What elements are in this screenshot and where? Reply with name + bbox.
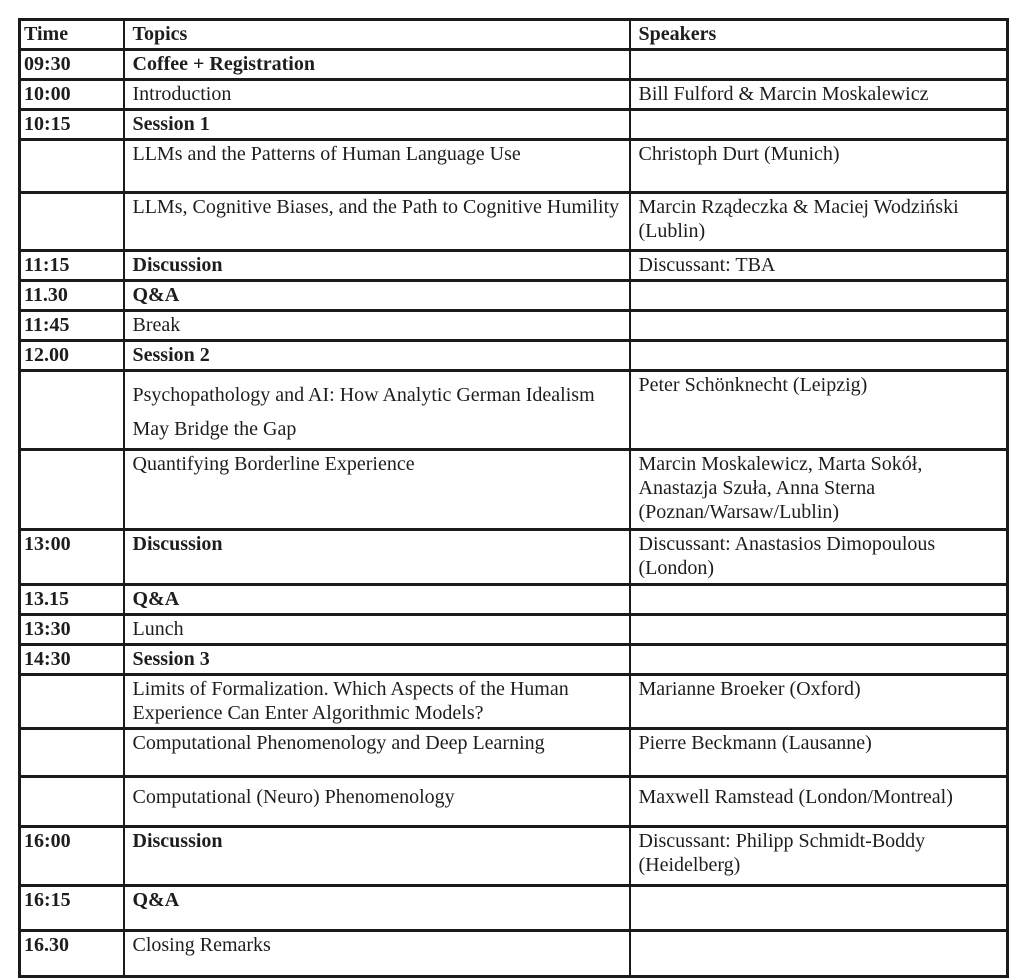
cell-topic: Quantifying Borderline Experience	[124, 450, 630, 530]
cell-time: 13:00	[20, 530, 124, 585]
table-row	[20, 50, 1008, 80]
cell-topic: LLMs and the Patterns of Human Language Use	[124, 140, 630, 193]
table-row	[20, 140, 1008, 193]
cell-topic: Session 3	[124, 645, 630, 675]
cell-time	[20, 193, 124, 251]
cell-speaker	[630, 615, 1008, 645]
table-row	[20, 886, 1008, 931]
cell-time: 11:15	[20, 251, 124, 281]
cell-topic: Break	[124, 311, 630, 341]
table-row	[20, 371, 1008, 450]
table-row	[20, 645, 1008, 675]
table-row	[20, 530, 1008, 585]
table-row	[20, 80, 1008, 110]
cell-speaker	[630, 110, 1008, 140]
schedule-table	[18, 18, 1009, 978]
cell-time	[20, 371, 124, 450]
table-row	[20, 729, 1008, 777]
cell-topic: Coffee + Registration	[124, 50, 630, 80]
cell-time	[20, 777, 124, 827]
cell-speaker: Christoph Durt (Munich)	[630, 140, 1008, 193]
cell-topic: Q&A	[124, 886, 630, 931]
cell-topic: Lunch	[124, 615, 630, 645]
table-row	[20, 931, 1008, 977]
cell-topic: Introduction	[124, 80, 630, 110]
cell-topic: Computational (Neuro) Phenomenology	[124, 777, 630, 827]
table-row	[20, 341, 1008, 371]
cell-speaker	[630, 311, 1008, 341]
cell-time	[20, 675, 124, 729]
cell-speaker	[630, 645, 1008, 675]
table-row	[20, 311, 1008, 341]
cell-topic: Limits of Formalization. Which Aspects of the Human Experience Can Enter Algorithmic Models?	[124, 675, 630, 729]
cell-topic: LLMs, Cognitive Biases, and the Path to Cognitive Humility	[124, 193, 630, 251]
cell-time: 10:15	[20, 110, 124, 140]
table-row	[20, 450, 1008, 530]
cell-topic: Computational Phenomenology and Deep Learning	[124, 729, 630, 777]
cell-speaker: Marcin Moskalewicz, Marta Sokół, Anastazja Szuła, Anna Sterna (Poznan/Warsaw/Lublin)	[630, 450, 1008, 530]
header-time: Time	[20, 20, 124, 50]
cell-speaker	[630, 585, 1008, 615]
cell-topic: Discussion	[124, 827, 630, 886]
header-topics: Topics	[124, 20, 630, 50]
header-speakers: Speakers	[630, 20, 1008, 50]
cell-time: 11:45	[20, 311, 124, 341]
cell-time: 16:15	[20, 886, 124, 931]
table-row	[20, 585, 1008, 615]
cell-time	[20, 140, 124, 193]
cell-time: 11.30	[20, 281, 124, 311]
cell-time: 14:30	[20, 645, 124, 675]
cell-time: 09:30	[20, 50, 124, 80]
cell-speaker: Discussant: Philipp Schmidt-Boddy (Heidelberg)	[630, 827, 1008, 886]
header-row	[20, 20, 1008, 50]
cell-speaker: Marcin Rządeczka & Maciej Wodziński (Lublin)	[630, 193, 1008, 251]
cell-speaker	[630, 931, 1008, 977]
table-row	[20, 281, 1008, 311]
cell-time: 10:00	[20, 80, 124, 110]
cell-time: 13:30	[20, 615, 124, 645]
cell-topic: Session 2	[124, 341, 630, 371]
cell-topic: Closing Remarks	[124, 931, 630, 977]
cell-time: 13.15	[20, 585, 124, 615]
cell-time	[20, 450, 124, 530]
cell-speaker: Marianne Broeker (Oxford)	[630, 675, 1008, 729]
cell-speaker	[630, 341, 1008, 371]
cell-speaker: Discussant: Anastasios Dimopoulous (London)	[630, 530, 1008, 585]
schedule-body	[20, 50, 1008, 977]
cell-speaker: Bill Fulford & Marcin Moskalewicz	[630, 80, 1008, 110]
table-row	[20, 827, 1008, 886]
cell-speaker: Peter Schönknecht (Leipzig)	[630, 371, 1008, 450]
cell-speaker	[630, 281, 1008, 311]
cell-time: 16:00	[20, 827, 124, 886]
cell-speaker: Discussant: TBA	[630, 251, 1008, 281]
table-row	[20, 675, 1008, 729]
cell-speaker	[630, 886, 1008, 931]
cell-time: 12.00	[20, 341, 124, 371]
cell-topic: Q&A	[124, 281, 630, 311]
cell-topic: Session 1	[124, 110, 630, 140]
cell-speaker	[630, 50, 1008, 80]
table-row	[20, 110, 1008, 140]
cell-time: 16.30	[20, 931, 124, 977]
cell-speaker: Maxwell Ramstead (London/Montreal)	[630, 777, 1008, 827]
table-row	[20, 193, 1008, 251]
cell-time	[20, 729, 124, 777]
cell-topic: Discussion	[124, 530, 630, 585]
cell-speaker: Pierre Beckmann (Lausanne)	[630, 729, 1008, 777]
table-row	[20, 251, 1008, 281]
cell-topic: Psychopathology and AI: How Analytic German Idealism May Bridge the Gap	[124, 371, 630, 450]
cell-topic: Q&A	[124, 585, 630, 615]
table-row	[20, 777, 1008, 827]
table-row	[20, 615, 1008, 645]
cell-topic: Discussion	[124, 251, 630, 281]
